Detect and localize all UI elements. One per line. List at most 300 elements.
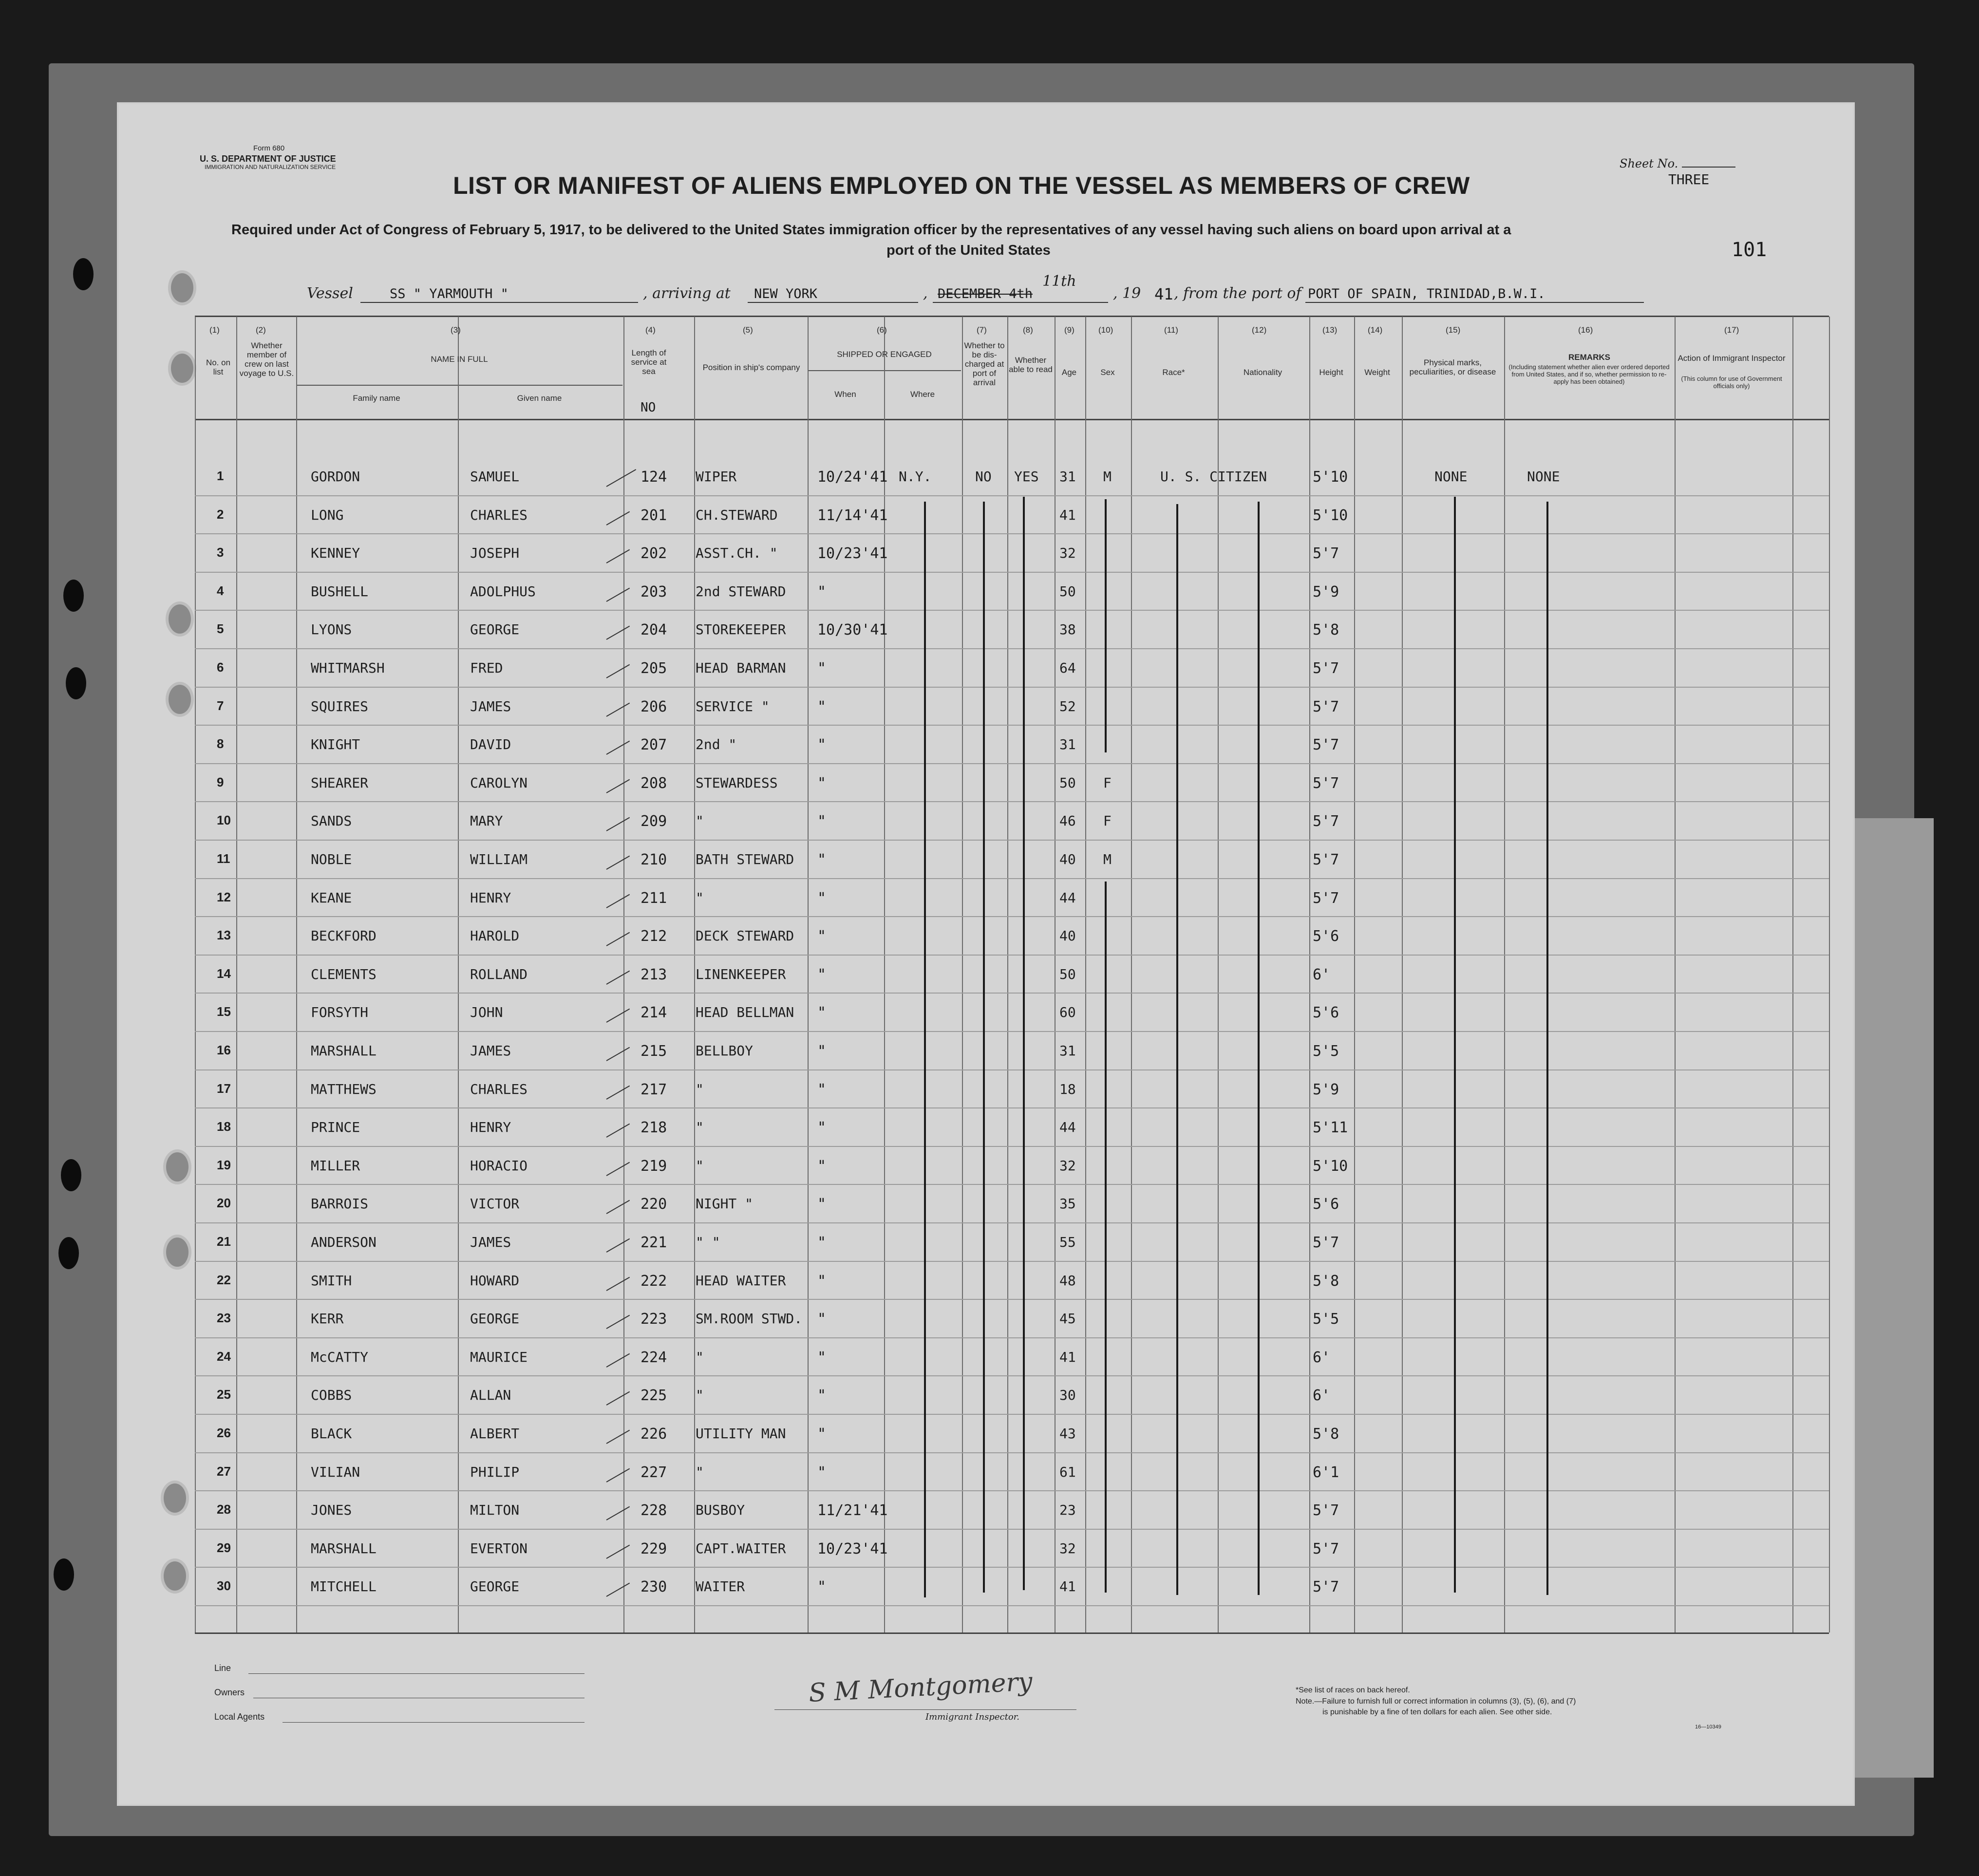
line-field — [248, 1673, 584, 1674]
header-bottom-rule — [195, 419, 1829, 420]
row-rule — [195, 1414, 1829, 1415]
cell-given: MILTON — [470, 1502, 520, 1519]
column-rule — [1402, 317, 1403, 1632]
cell-given: GEORGE — [470, 1311, 520, 1327]
cell-when: 10/24'41 — [817, 469, 888, 486]
cell-when: " — [817, 583, 827, 600]
binder-hole — [54, 1558, 74, 1591]
cell-sex: F — [1103, 813, 1112, 829]
cell-position: WIPER — [696, 469, 737, 485]
cell-no: 30 — [217, 1578, 231, 1594]
column-rule — [1675, 317, 1676, 1632]
arrival-port: NEW YORK — [754, 286, 818, 301]
cell-no: 12 — [217, 889, 231, 904]
cell-position: HEAD WAITER — [696, 1272, 786, 1289]
col-header-remarks-note: (Including statement whether alien ever ordered deported from United States, and if so, whether permission to re-apply has been obtained) — [1508, 363, 1670, 385]
cell-height: 5'7 — [1313, 1234, 1339, 1251]
row1-discharged: NO — [975, 469, 992, 485]
col-header-position: Position in ship's company — [702, 363, 800, 372]
cell-age: 44 — [1059, 889, 1076, 906]
cell-age: 48 — [1059, 1272, 1076, 1289]
cell-position: LINENKEEPER — [696, 966, 786, 982]
col-header-height: Height — [1319, 368, 1343, 377]
cell-family: CLEMENTS — [311, 966, 377, 982]
form-title: LIST OR MANIFEST OF ALIENS EMPLOYED ON THE VESSEL AS MEMBERS OF CREW — [453, 172, 1470, 199]
ditto-line-nationality — [1258, 502, 1260, 1595]
ditto-line-race — [1176, 504, 1178, 1595]
col-num-13: (13) — [1322, 325, 1338, 335]
row-rule — [195, 1567, 1829, 1568]
print-code: 16—10349 — [1695, 1724, 1721, 1730]
cell-position: ASST.CH. " — [696, 545, 778, 562]
cell-when: " — [817, 1311, 827, 1328]
name-subheader-rule — [296, 385, 622, 386]
binder-hole — [58, 1237, 79, 1269]
cell-service: 211 — [641, 889, 667, 907]
cell-age: 32 — [1059, 1540, 1076, 1557]
cell-height: 5'7 — [1313, 698, 1339, 715]
cell-service: 201 — [641, 507, 667, 524]
local-agents-label: Local Agents — [214, 1712, 265, 1722]
date-underline — [933, 302, 1108, 303]
departure-port: PORT OF SPAIN, TRINIDAD,B.W.I. — [1308, 286, 1546, 301]
cell-age: 55 — [1059, 1234, 1076, 1250]
row-rule — [195, 1337, 1829, 1338]
cell-given: JAMES — [470, 1234, 511, 1250]
cell-position: WAITER — [696, 1578, 745, 1595]
cell-service: 227 — [641, 1463, 667, 1481]
cell-service: 213 — [641, 966, 667, 983]
row-rule — [195, 725, 1829, 726]
col-num-16: (16) — [1578, 325, 1593, 335]
cell-age: 32 — [1059, 545, 1076, 562]
cell-no: 20 — [217, 1196, 231, 1211]
col-header-remarks: REMARKS — [1568, 353, 1610, 362]
cell-position: BATH STEWARD — [696, 851, 794, 867]
subtitle-line-1: Required under Act of Congress of February 5, 1917, to be delivered to the United States immigration officer by the representatives of any vessel having such aliens on board upon arrival at a — [231, 222, 1511, 238]
cell-height: 5'6 — [1313, 928, 1339, 945]
cell-height: 5'7 — [1313, 736, 1339, 754]
cell-given: HOWARD — [470, 1272, 520, 1289]
col-num-7: (7) — [977, 325, 987, 335]
cell-age: 31 — [1059, 469, 1076, 485]
cell-family: ANDERSON — [311, 1234, 377, 1250]
cell-when: 11/21'41 — [817, 1502, 888, 1520]
form-number: Form 680 — [253, 144, 285, 152]
reinforcement-ring — [168, 270, 196, 305]
cell-age: 41 — [1059, 1578, 1076, 1595]
cell-position: SM.ROOM STWD. — [696, 1311, 803, 1327]
sheet-label: Sheet No. — [1620, 157, 1678, 170]
cell-family: VILIAN — [311, 1463, 360, 1480]
cell-position: " — [696, 1157, 704, 1174]
cell-height: 6' — [1313, 1349, 1331, 1366]
cell-when: " — [817, 1349, 827, 1366]
col-header-nationality: Nationality — [1243, 368, 1282, 377]
cell-given: GEORGE — [470, 621, 520, 638]
col-num-1: (1) — [209, 325, 220, 335]
row-rule — [195, 1222, 1829, 1223]
cell-service: 218 — [641, 1119, 667, 1137]
cell-age: 41 — [1059, 507, 1076, 523]
col-header-given-name: Given name — [517, 394, 562, 403]
cell-family: KNIGHT — [311, 736, 360, 753]
cell-family: SQUIRES — [311, 698, 369, 714]
cell-age: 30 — [1059, 1387, 1076, 1404]
cell-height: 5'7 — [1313, 660, 1339, 677]
cell-when: " — [817, 1081, 827, 1098]
cell-no: 7 — [217, 698, 224, 713]
row1-where: N.Y. — [899, 469, 932, 485]
row-rule — [195, 610, 1829, 611]
cell-age: 45 — [1059, 1311, 1076, 1327]
cell-position: 2nd STEWARD — [696, 583, 786, 600]
cell-position: HEAD BARMAN — [696, 660, 786, 676]
cell-height: 5'9 — [1313, 583, 1339, 600]
cell-given: JAMES — [470, 1043, 511, 1059]
cell-given: SAMUEL — [470, 469, 520, 485]
cell-age: 40 — [1059, 928, 1076, 944]
cell-no: 27 — [217, 1463, 231, 1479]
cell-when: " — [817, 660, 827, 677]
binder-hole — [61, 1159, 81, 1191]
reinforcement-ring — [161, 1558, 189, 1594]
column-rule — [458, 317, 459, 1632]
cell-height: 5'8 — [1313, 1426, 1339, 1443]
row1-remarks: NONE — [1527, 469, 1560, 485]
page-number: 101 — [1732, 239, 1767, 261]
col-header-when: When — [834, 390, 856, 399]
cell-position: STOREKEEPER — [696, 621, 786, 638]
cell-position: SERVICE " — [696, 698, 770, 714]
col-num-4: (4) — [645, 325, 656, 335]
row-rule — [195, 801, 1829, 802]
cell-height: 5'7 — [1313, 851, 1339, 868]
cell-height: 5'7 — [1313, 545, 1339, 563]
col-num-9: (9) — [1064, 325, 1074, 335]
row-rule — [195, 1107, 1829, 1108]
cell-service: 225 — [641, 1387, 667, 1405]
col-header-last-voyage: Whether member of crew on last voyage to U.S. — [239, 341, 294, 378]
cell-given: HAROLD — [470, 928, 520, 944]
cell-position: HEAD BELLMAN — [696, 1004, 794, 1021]
col-num-12: (12) — [1252, 325, 1267, 335]
cell-service: 230 — [641, 1578, 667, 1596]
cell-age: 41 — [1059, 1349, 1076, 1365]
cell-age: 23 — [1059, 1502, 1076, 1519]
cell-family: FORSYTH — [311, 1004, 369, 1021]
cell-no: 10 — [217, 813, 231, 828]
cell-when: " — [817, 1463, 827, 1481]
arriving-label: , arriving at — [643, 285, 731, 302]
cell-given: JOSEPH — [470, 545, 520, 562]
cell-position: STEWARDESS — [696, 774, 778, 791]
table-bottom-rule — [195, 1632, 1829, 1634]
cell-given: EVERTON — [470, 1540, 528, 1557]
cell-service: 222 — [641, 1272, 667, 1290]
col-header-age: Age — [1061, 368, 1077, 377]
col-header-read: Whether able to read — [1009, 356, 1053, 374]
row-rule — [195, 1375, 1829, 1376]
cell-given: HENRY — [470, 889, 511, 906]
col-num-11: (11) — [1164, 325, 1178, 335]
cell-service: 224 — [641, 1349, 667, 1366]
cell-age: 50 — [1059, 774, 1076, 791]
cell-service: 124 — [641, 469, 667, 486]
cell-no: 6 — [217, 660, 224, 675]
cell-when: " — [817, 1043, 827, 1060]
row-rule — [195, 1261, 1829, 1262]
col-header-service: Length of service at sea — [631, 348, 667, 376]
col-num-17: (17) — [1724, 325, 1739, 335]
cell-no: 24 — [217, 1349, 231, 1364]
cell-height: 5'5 — [1313, 1043, 1339, 1060]
cell-family: COBBS — [311, 1387, 352, 1404]
row-rule — [195, 1031, 1829, 1032]
col-num-2: (2) — [256, 325, 266, 335]
cell-when: " — [817, 698, 827, 715]
cell-position: 2nd " — [696, 736, 737, 753]
cell-when: " — [817, 1119, 827, 1137]
row-rule — [195, 916, 1829, 917]
cell-no: 4 — [217, 583, 224, 598]
cell-position: CH.STEWARD — [696, 507, 778, 523]
vessel-underline — [360, 302, 638, 303]
cell-position: " — [696, 1119, 704, 1136]
penalty-note-1: Note.—Failure to furnish full or correct information in columns (3), (5), (6), and (7) — [1296, 1697, 1576, 1706]
row-rule — [195, 763, 1829, 764]
cell-position: CAPT.WAITER — [696, 1540, 786, 1557]
cell-when: " — [817, 966, 827, 983]
cell-height: 5'7 — [1313, 813, 1339, 830]
cell-when: " — [817, 1196, 827, 1213]
row-rule — [195, 840, 1829, 841]
cell-given: ALLAN — [470, 1387, 511, 1404]
cell-position: " — [696, 1463, 704, 1480]
cell-age: 50 — [1059, 966, 1076, 982]
col-header-weight: Weight — [1364, 368, 1390, 377]
cell-family: LONG — [311, 507, 344, 523]
col-header-inspector: Action of Immigrant Inspector — [1677, 354, 1786, 363]
cell-family: SHEARER — [311, 774, 369, 791]
reinforcement-ring — [166, 601, 194, 637]
cell-family: BLACK — [311, 1426, 352, 1442]
reinforcement-ring — [168, 351, 196, 386]
cell-family: WHITMARSH — [311, 660, 385, 676]
cell-height: 5'7 — [1313, 1578, 1339, 1596]
cell-age: 52 — [1059, 698, 1076, 714]
cell-age: 64 — [1059, 660, 1076, 676]
cell-no: 13 — [217, 928, 231, 943]
cell-service: 217 — [641, 1081, 667, 1098]
cell-service: 223 — [641, 1311, 667, 1328]
cell-no: 14 — [217, 966, 231, 981]
cell-when: 10/23'41 — [817, 545, 888, 563]
cell-given: PHILIP — [470, 1463, 520, 1480]
cell-height: 5'9 — [1313, 1081, 1339, 1098]
cell-service: 210 — [641, 851, 667, 868]
cell-family: PRINCE — [311, 1119, 360, 1136]
cell-height: 5'5 — [1313, 1311, 1339, 1328]
cell-when: 10/23'41 — [817, 1540, 888, 1557]
cell-height: 6' — [1313, 966, 1331, 983]
col-header-discharged: Whether to be dis-charged at port of arrival — [964, 341, 1005, 387]
inspector-signature: S M Montgomery — [808, 1667, 1034, 1708]
cell-age: 38 — [1059, 621, 1076, 638]
cell-family: LYONS — [311, 621, 352, 638]
cell-position: " — [696, 1081, 704, 1097]
col-header-name: NAME IN FULL — [431, 355, 488, 364]
year-prefix: , 19 — [1113, 285, 1141, 302]
cell-position: " " — [696, 1234, 720, 1250]
row-rule — [195, 878, 1829, 879]
cell-age: 31 — [1059, 1043, 1076, 1059]
col-num-8: (8) — [1023, 325, 1033, 335]
cell-no: 1 — [217, 469, 224, 483]
cell-no: 19 — [217, 1157, 231, 1172]
column-rule — [808, 317, 809, 1632]
cell-height: 5'8 — [1313, 621, 1339, 639]
immigrant-inspector-label: Immigrant Inspector. — [925, 1712, 1020, 1722]
cell-when: " — [817, 736, 827, 754]
row-rule — [195, 1299, 1829, 1300]
port-label: , from the port of — [1174, 285, 1301, 302]
reinforcement-ring — [166, 682, 194, 717]
cell-position: DECK STEWARD — [696, 928, 794, 944]
cell-family: BARROIS — [311, 1196, 369, 1212]
cell-no: 3 — [217, 545, 224, 560]
cell-when: " — [817, 1387, 827, 1405]
cell-age: 31 — [1059, 736, 1076, 753]
cell-service: 215 — [641, 1043, 667, 1060]
cell-given: JAMES — [470, 698, 511, 714]
cell-height: 5'11 — [1313, 1119, 1348, 1137]
cell-family: McCATTY — [311, 1349, 369, 1365]
reinforcement-ring — [161, 1481, 189, 1516]
column-rule — [1218, 317, 1219, 1632]
row-rule — [195, 533, 1829, 534]
cell-service: 208 — [641, 774, 667, 792]
cell-family: KERR — [311, 1311, 344, 1327]
cell-age: 35 — [1059, 1196, 1076, 1212]
year-value: 41 — [1154, 285, 1173, 303]
cell-age: 46 — [1059, 813, 1076, 829]
column-rule — [1309, 317, 1310, 1632]
col-header-race: Race* — [1162, 368, 1185, 377]
cell-when: " — [817, 1272, 827, 1290]
cell-no: 15 — [217, 1004, 231, 1019]
cell-when: " — [817, 1157, 827, 1175]
cell-given: HENRY — [470, 1119, 511, 1136]
cell-service: 214 — [641, 1004, 667, 1022]
cell-sex: F — [1103, 774, 1112, 791]
cell-position: NIGHT " — [696, 1196, 754, 1212]
cell-service: 203 — [641, 583, 667, 600]
owners-label: Owners — [214, 1688, 245, 1697]
vessel-name: SS " YARMOUTH " — [390, 286, 509, 301]
cell-when: " — [817, 851, 827, 868]
col-header-service-note: NO — [641, 400, 656, 415]
cell-when: 11/14'41 — [817, 507, 888, 524]
row1-read: YES — [1014, 469, 1039, 485]
cell-height: 5'7 — [1313, 774, 1339, 792]
cell-position: " — [696, 1387, 704, 1404]
col-num-14: (14) — [1368, 325, 1383, 335]
column-rule — [1354, 317, 1355, 1632]
cell-service: 204 — [641, 621, 667, 639]
cell-height: 6' — [1313, 1387, 1331, 1405]
cell-family: MARSHALL — [311, 1540, 377, 1557]
cell-service: 202 — [641, 545, 667, 563]
cell-height: 5'10 — [1313, 507, 1348, 524]
cell-height: 5'7 — [1313, 889, 1339, 907]
sheet-number-value: THREE — [1668, 171, 1710, 188]
cell-service: 220 — [641, 1196, 667, 1213]
cell-service: 229 — [641, 1540, 667, 1557]
col-header-physical: Physical marks, peculiarities, or disease — [1409, 358, 1496, 376]
cell-given: MARY — [470, 813, 503, 829]
cell-service: 205 — [641, 660, 667, 677]
arrival-port-underline — [748, 302, 918, 303]
cell-no: 21 — [217, 1234, 231, 1249]
row1-physical: NONE — [1434, 469, 1468, 485]
col-num-6: (6) — [877, 325, 887, 335]
cell-family: JONES — [311, 1502, 352, 1519]
cell-given: ALBERT — [470, 1426, 520, 1442]
cell-service: 219 — [641, 1157, 667, 1175]
column-rule — [1085, 317, 1086, 1632]
column-rule — [1829, 317, 1830, 1632]
line-label: Line — [214, 1663, 231, 1673]
column-rule — [296, 317, 297, 1632]
col-header-no: No. on list — [206, 358, 231, 376]
cell-height: 5'6 — [1313, 1196, 1339, 1213]
vessel-label: Vessel — [307, 285, 353, 302]
cell-service: 212 — [641, 928, 667, 945]
arrival-date-correction: 11th — [1042, 273, 1076, 290]
cell-sex: M — [1103, 469, 1112, 485]
cell-age: 43 — [1059, 1426, 1076, 1442]
row-rule — [195, 495, 1829, 496]
cell-given: CHARLES — [470, 1081, 528, 1097]
service-name: IMMIGRATION AND NATURALIZATION SERVICE — [205, 164, 336, 170]
column-rule — [1504, 317, 1505, 1632]
reinforcement-ring — [163, 1149, 191, 1184]
cell-no: 25 — [217, 1387, 231, 1402]
signature-line — [774, 1709, 1076, 1710]
cell-when: " — [817, 1426, 827, 1443]
column-rule — [1007, 317, 1008, 1632]
cell-height: 5'7 — [1313, 1540, 1339, 1557]
cell-given: FRED — [470, 660, 503, 676]
sheet-number-label — [1620, 157, 1735, 170]
cell-service: 206 — [641, 698, 667, 715]
row1-race-nationality: U. S. CITIZEN — [1160, 469, 1267, 485]
ditto-line-sex-1 — [1105, 499, 1107, 752]
cell-family: KENNEY — [311, 545, 360, 562]
cell-family: SANDS — [311, 813, 352, 829]
arrival-date: DECEMBER 4th — [938, 286, 1033, 301]
cell-family: GORDON — [311, 469, 360, 485]
cell-when: 10/30'41 — [817, 621, 888, 639]
cell-position: " — [696, 889, 704, 906]
local-agents-field — [283, 1722, 584, 1723]
row-rule — [195, 1146, 1829, 1147]
cell-family: BUSHELL — [311, 583, 369, 600]
cell-family: KEANE — [311, 889, 352, 906]
cell-no: 23 — [217, 1311, 231, 1326]
cell-given: WILLIAM — [470, 851, 528, 867]
